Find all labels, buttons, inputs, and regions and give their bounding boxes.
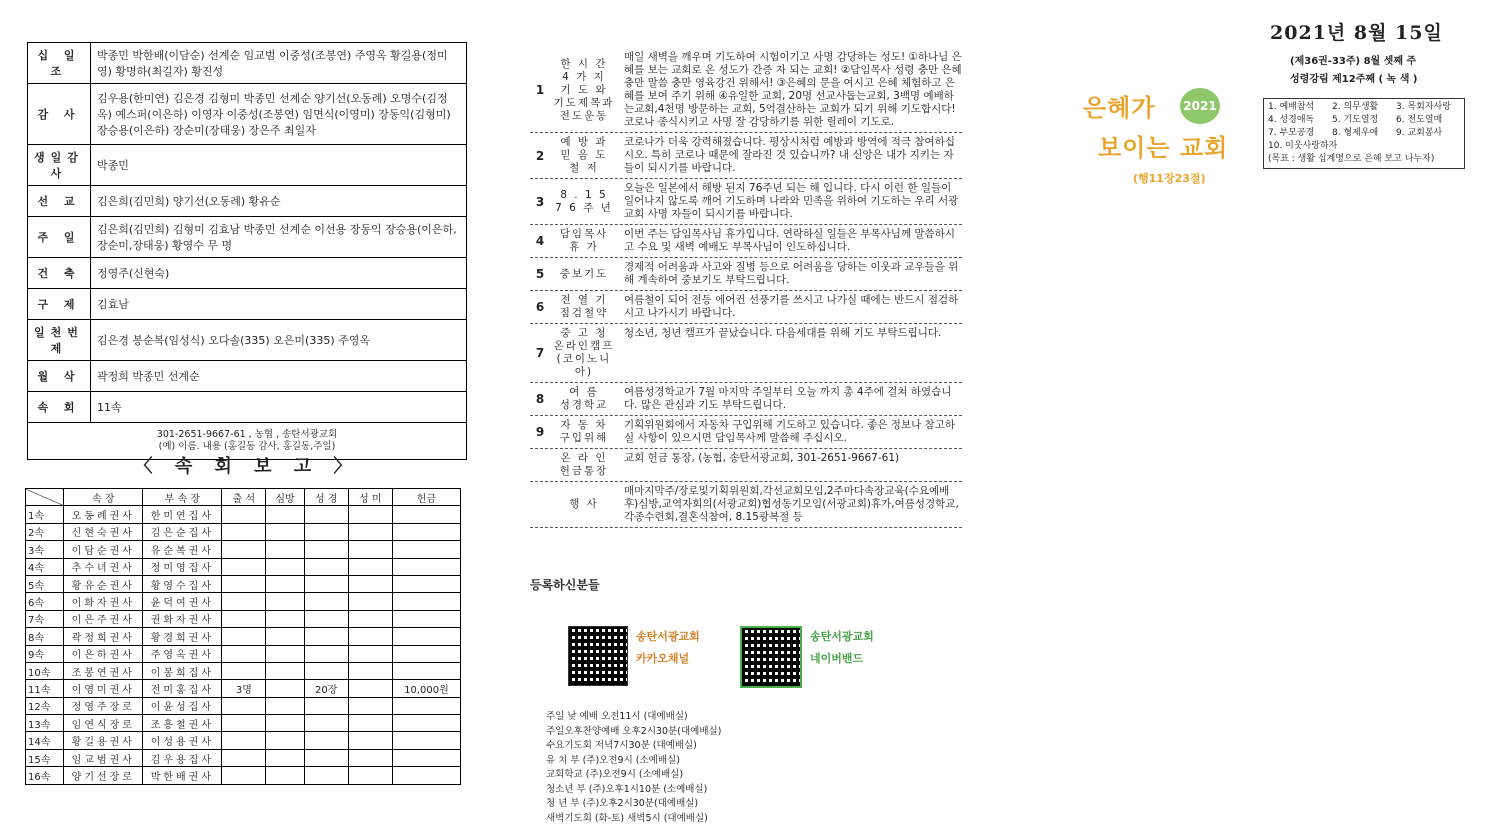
table-cell xyxy=(222,645,266,662)
goal-item: 10. 이웃사랑하자 xyxy=(1268,141,1338,151)
table-cell xyxy=(266,767,304,784)
table-cell: 황유순권사 xyxy=(64,575,143,592)
table-cell xyxy=(304,645,348,662)
table-cell: 이화자권사 xyxy=(64,593,143,610)
news-body: 기획위원회에서 자동차 구입위해 기도하고 있습니다. 좋은 정보나 참고하실 사항이 있으시면 담임목사께 말씀해 주십시오. xyxy=(624,419,955,444)
goal-item: 5. 기도열정 xyxy=(1332,115,1379,125)
logo-line-1: 은혜가 xyxy=(1083,94,1156,122)
cell-header: 부 속 장 xyxy=(143,489,222,506)
news-title: 예 방 과 믿 음 도 철 저 xyxy=(560,136,608,174)
service-time: 교회학교 (주)오전9시 (소예배실) xyxy=(546,769,684,780)
table-cell: 김우용집사 xyxy=(143,749,222,766)
news-number: 6 xyxy=(535,300,545,314)
news-body: 청소년, 청년 캠프가 끝났습니다. 다음세대를 위해 기도 부탁드립니다. xyxy=(624,327,942,339)
table-cell xyxy=(348,610,392,627)
news-title: 중 고 청 온라인캠프 (코이노니아) xyxy=(553,327,615,378)
logo-line-2: 보이는 교회 xyxy=(1098,134,1229,162)
news-item xyxy=(530,225,962,258)
table-cell xyxy=(348,506,392,523)
offering-names: 곽정희 박종민 선계순 xyxy=(91,361,467,392)
cell-header: 출 석 xyxy=(222,489,266,506)
service-time: 유 치 부 (주)오전9시 (소예배실) xyxy=(546,754,680,766)
table-cell: 정미영집사 xyxy=(143,558,222,575)
table-cell xyxy=(348,715,392,732)
offering-row xyxy=(28,361,467,392)
logo-year-badge: 2021 xyxy=(1180,88,1220,124)
offering-row xyxy=(28,320,467,361)
table-cell: 12속 xyxy=(26,697,64,714)
table-cell xyxy=(222,610,266,627)
news-title: 담임목사 휴 가 xyxy=(559,228,609,253)
goal-item: 4. 성경애독 xyxy=(1268,115,1315,125)
table-cell xyxy=(348,680,392,697)
news-body: 경제적 어려움과 사고와 질병 등으로 어려움을 당하는 이웃과 교우들을 위해 계속하여 중보기도 부탁드립니다. xyxy=(624,261,959,286)
news-body: 여름철이 되어 전등 에어컨 선풍기를 쓰시고 나가실 때에는 반드시 점검하시고 나가시기 바랍니다. xyxy=(624,294,959,319)
table-cell xyxy=(392,749,460,766)
offering-row xyxy=(28,258,467,289)
table-row xyxy=(26,506,461,523)
table-cell: 7속 xyxy=(26,610,64,627)
table-cell: 8속 xyxy=(26,628,64,645)
offering-names: 11속 xyxy=(91,392,467,423)
table-row xyxy=(26,593,461,610)
qr-naver[interactable] xyxy=(740,626,874,688)
table-cell xyxy=(348,523,392,540)
table-cell xyxy=(348,628,392,645)
news-item xyxy=(530,416,962,449)
offering-names: 박종민 xyxy=(91,145,467,186)
table-cell xyxy=(304,732,348,749)
table-cell xyxy=(304,767,348,784)
table-cell xyxy=(222,558,266,575)
offering-names: 박종민 박한배(이담순) 선계순 임교범 이중성(조봉연) 주영옥 황길용(정미영) 황명하(최길자) 황진성 xyxy=(91,43,467,84)
offering-names: 김은희(김민희) 김형미 김효남 박종민 선계순 이선용 장동익 장승용(이은하,장순미,장태웅) 황영수 무 명 xyxy=(91,217,467,258)
table-cell: 15속 xyxy=(26,749,64,766)
table-cell xyxy=(348,593,392,610)
offering-table xyxy=(27,42,467,460)
service-time: 주일 낮 예배 오전11시 (대예배실) xyxy=(546,711,688,722)
table-cell xyxy=(304,662,348,679)
qr-kakao[interactable] xyxy=(568,626,700,686)
offering-label: 일천번제 xyxy=(28,320,91,361)
table-cell xyxy=(348,749,392,766)
news-number: 8 xyxy=(535,392,545,406)
table-cell: 정영주장로 xyxy=(64,697,143,714)
news-item xyxy=(530,383,962,416)
table-cell xyxy=(348,662,392,679)
table-cell xyxy=(348,732,392,749)
goals-note: (목표 : 생활 십계명으로 은혜 보고 나누자) xyxy=(1268,154,1435,164)
table-cell: 권화자권사 xyxy=(143,610,222,627)
offering-label: 선 교 xyxy=(28,186,91,217)
goal-item: 3. 목회자사랑 xyxy=(1396,102,1451,112)
table-row xyxy=(26,610,461,627)
service-time: 새벽기도회 (화-토) 새벽5시 (대예배실) xyxy=(546,812,708,824)
news-item xyxy=(530,482,962,528)
table-cell xyxy=(392,558,460,575)
table-cell: 13속 xyxy=(26,715,64,732)
offering-label: 십 일 조 xyxy=(28,43,91,84)
table-cell: 신현숙권사 xyxy=(64,523,143,540)
news-item xyxy=(530,133,962,179)
table-cell xyxy=(304,541,348,558)
table-row xyxy=(26,662,461,679)
goal-item: 8. 형제우애 xyxy=(1332,128,1379,138)
news-title: 전 열 기 점검철약 xyxy=(559,294,609,319)
table-row xyxy=(26,697,461,714)
offering-names: 김효남 xyxy=(91,289,467,320)
news-number: 2 xyxy=(535,148,545,163)
qr-naver-band: 네이버밴드 xyxy=(810,652,864,665)
table-cell xyxy=(222,732,266,749)
table-cell xyxy=(222,506,266,523)
news-item xyxy=(530,179,962,225)
table-cell xyxy=(392,662,460,679)
table-cell: 16속 xyxy=(26,767,64,784)
news-body: 오늘은 일본에서 해방 된지 76주년 되는 해 입니다. 다시 이런 한 일들이 일어나지 않도록 깨어 기도하며 나라와 민족을 위하여 기도하는 우리 서광교회 사명 자들이 되시기를 바랍니다. xyxy=(624,182,959,220)
service-time: 청 년 부 (주)오후2시30분(대예배실) xyxy=(546,798,699,809)
table-cell xyxy=(392,506,460,523)
cell-header: 성 미 xyxy=(348,489,392,506)
table-cell xyxy=(222,628,266,645)
table-cell xyxy=(304,558,348,575)
table-cell xyxy=(304,610,348,627)
table-cell: 3속 xyxy=(26,541,64,558)
offering-row xyxy=(28,392,467,423)
table-cell xyxy=(222,523,266,540)
table-cell: 임연식장로 xyxy=(64,715,143,732)
cell-header xyxy=(26,489,64,506)
table-cell xyxy=(392,715,460,732)
table-cell xyxy=(266,575,304,592)
offering-label: 주 일 xyxy=(28,217,91,258)
table-cell: 11속 xyxy=(26,680,64,697)
table-cell xyxy=(222,715,266,732)
offering-row xyxy=(28,84,467,145)
service-time: 주일오후찬양예배 오후2시30분(대예배실) xyxy=(546,725,722,737)
bank-account-line: (예) 이름. 내용 (홍길동 감사, 홍길동,주일) xyxy=(158,441,336,452)
news-number: 9 xyxy=(535,425,545,439)
liturgical-season: 성령강림 제12주째 ( 녹 색 ) xyxy=(1290,74,1418,85)
table-cell: 박한배권사 xyxy=(143,767,222,784)
table-cell xyxy=(348,767,392,784)
table-cell: 전미홍집사 xyxy=(143,680,222,697)
table-cell xyxy=(222,575,266,592)
offering-names: 김은희(김민희) 양기선(오동례) 황유순 xyxy=(91,186,467,217)
cell-report-title: 〈 속 회 보 고 〉 xyxy=(134,456,360,477)
table-cell xyxy=(222,662,266,679)
table-cell xyxy=(348,541,392,558)
table-cell: 이은하권사 xyxy=(64,645,143,662)
table-cell xyxy=(392,697,460,714)
table-row xyxy=(26,523,461,540)
table-row xyxy=(26,541,461,558)
cell-header: 성 경 xyxy=(304,489,348,506)
table-cell xyxy=(304,628,348,645)
issue-number: (제36권-33주) 8월 셋째 주 xyxy=(1290,56,1417,67)
table-cell xyxy=(266,558,304,575)
table-cell xyxy=(266,610,304,627)
table-cell xyxy=(304,715,348,732)
offering-row xyxy=(28,217,467,258)
table-cell: 6속 xyxy=(26,593,64,610)
table-cell: 주영옥권사 xyxy=(143,645,222,662)
news-number: 5 xyxy=(535,267,545,281)
logo-verse: (행11장23절) xyxy=(1133,172,1206,185)
news-list xyxy=(530,48,962,528)
table-cell xyxy=(266,680,304,697)
table-cell xyxy=(266,715,304,732)
news-item xyxy=(530,449,962,482)
table-row xyxy=(26,767,461,784)
table-cell xyxy=(266,506,304,523)
table-cell xyxy=(266,593,304,610)
news-body: 코로나가 더욱 강력해졌습니다. 평상시처럼 예방과 방역에 적극 참여하십시오. 특히 코로나 때문에 잘라진 것 있습니까? 내 신앙은 내가 지키는 자들이 되시기를 바랍니다. xyxy=(624,136,955,174)
news-body: 매마지막주/장로및기획위원회,각선교회모임,2주마다속장교육(수요예배후)심방,교역자회의(서광교회)협성동기모임(서광교회)휴가,여름성경학교,각종수련회,결혼식참여, 8.15광복절 등 xyxy=(624,485,959,523)
table-row xyxy=(26,749,461,766)
table-cell xyxy=(304,506,348,523)
news-number: 7 xyxy=(535,346,545,360)
table-cell xyxy=(392,593,460,610)
news-title: 여 름 성경학교 xyxy=(559,386,609,411)
table-cell xyxy=(392,767,460,784)
table-cell: 황길용권사 xyxy=(64,732,143,749)
news-number xyxy=(530,452,550,478)
news-item xyxy=(530,48,962,133)
goal-item: 6. 전도열매 xyxy=(1396,115,1443,125)
offering-label: 감 사 xyxy=(28,84,91,145)
news-number: 3 xyxy=(535,194,545,209)
table-cell: 2속 xyxy=(26,523,64,540)
table-cell xyxy=(266,732,304,749)
offering-names: 김은경 봉순복(임성식) 오다솔(335) 오은미(335) 주영옥 xyxy=(91,320,467,361)
table-row xyxy=(26,628,461,645)
goal-item: 1. 예배참석 xyxy=(1268,102,1315,112)
news-number: 4 xyxy=(535,234,545,248)
table-cell: 오동례권사 xyxy=(64,506,143,523)
table-cell xyxy=(348,575,392,592)
table-cell: 황영수집사 xyxy=(143,575,222,592)
news-item xyxy=(530,324,962,383)
table-cell xyxy=(392,628,460,645)
table-cell: 윤덕여권사 xyxy=(143,593,222,610)
table-cell: 추수녀권사 xyxy=(64,558,143,575)
news-title: 행 사 xyxy=(569,498,599,510)
table-cell xyxy=(266,749,304,766)
table-cell: 4속 xyxy=(26,558,64,575)
table-cell: 9속 xyxy=(26,645,64,662)
table-cell: 유순복권사 xyxy=(143,541,222,558)
table-cell: 조흥철권사 xyxy=(143,715,222,732)
table-cell xyxy=(304,523,348,540)
table-cell: 양기선장로 xyxy=(64,767,143,784)
news-title: 자 동 차 구입위해 xyxy=(559,419,609,444)
table-cell xyxy=(348,697,392,714)
qr-naver-church: 송탄서광교회 xyxy=(810,630,874,643)
offering-names: 김우용(한미연) 김은경 김형미 박종민 선계순 양기선(오동례) 오명수(김정옥) 예스퍼(이은하) 이영자 이중성(조봉연) 임면식(이영미) 장동익(김형미) 장승용(이은하) 장순미(장태웅) 장은주 최일자 xyxy=(91,84,467,145)
offering-row xyxy=(28,43,467,84)
table-cell: 이윤성집사 xyxy=(143,697,222,714)
news-title: 한 시 간 4 가 지 기 도 와 기도제목과 전도운동 xyxy=(553,57,615,122)
table-row xyxy=(26,645,461,662)
table-cell xyxy=(392,523,460,540)
table-cell xyxy=(266,628,304,645)
table-cell: 10속 xyxy=(26,662,64,679)
qr-kakao-church: 송탄서광교회 xyxy=(636,630,700,643)
bulletin-date: 2021년 8월 15일 xyxy=(1270,22,1443,44)
table-cell: 임교범권사 xyxy=(64,749,143,766)
offering-label: 생일감사 xyxy=(28,145,91,186)
table-cell: 10,000원 xyxy=(392,680,460,697)
news-item xyxy=(530,291,962,324)
news-body: 이번 주는 담임목사님 휴가입니다. 연락하실 일들은 부목사님께 말씀하시고 수요 및 새벽 예배도 부목사님이 인도하십니다. xyxy=(624,228,955,253)
table-cell xyxy=(392,732,460,749)
news-item xyxy=(530,258,962,291)
table-cell xyxy=(266,523,304,540)
table-row xyxy=(26,715,461,732)
table-cell xyxy=(304,697,348,714)
table-cell xyxy=(222,593,266,610)
service-time: 수요기도회 저녁7시30분 (대예배실) xyxy=(546,740,697,751)
offering-names: 정영주(신현숙) xyxy=(91,258,467,289)
table-cell: 이봉희집사 xyxy=(143,662,222,679)
bank-account-line: 301-2651-9667-61 , 농협 , 송탄서광교회 xyxy=(156,429,338,440)
table-cell: 곽정희권사 xyxy=(64,628,143,645)
table-row xyxy=(26,575,461,592)
news-number: 1 xyxy=(535,83,545,97)
table-cell xyxy=(222,749,266,766)
cell-header: 속 장 xyxy=(64,489,143,506)
table-cell: 3명 xyxy=(222,680,266,697)
offering-label: 월 삭 xyxy=(28,361,91,392)
offering-row xyxy=(28,145,467,186)
table-cell: 한미연집사 xyxy=(143,506,222,523)
offering-row xyxy=(28,289,467,320)
qr-kakao-channel: 카카오채널 xyxy=(636,652,690,665)
table-cell: 5속 xyxy=(26,575,64,592)
life-goals-box xyxy=(1263,98,1465,169)
offering-row xyxy=(28,186,467,217)
table-cell xyxy=(304,575,348,592)
registered-heading: 등록하신분들 xyxy=(530,578,600,592)
news-body: 교회 헌금 통장, (농협, 송탄서광교회, 301-2651-9667-61) xyxy=(624,452,900,464)
news-body: 매일 새벽을 깨우며 기도하여 시험이기고 사명 감당하는 성도! ①하나님 은혜를 보는 교회로 온 성도가 간증 자 되는 교회! ②담임목사 성령 충만 은혜 충만 말씀 충만 영육강건 위해서! ③은혜의 문을 여시고 은혜 체험하고 은혜를 보여 주기 위해 ④유일한 교회, 20명 선교사돕는교회, 3백명 예배하는교회,4천명 방문하는 교회, 5억결산하는 교회가 되기 위해 기도합시다! 코로나 종식시키고 사명 잘 감당하기를 위한 릴레이 기도로. xyxy=(624,51,962,128)
news-title: 8 . 1 5 7 6 주 년 xyxy=(555,188,613,214)
table-cell xyxy=(392,610,460,627)
table-cell: 이은주권사 xyxy=(64,610,143,627)
table-cell: 14속 xyxy=(26,732,64,749)
offering-label: 구 제 xyxy=(28,289,91,320)
goal-item: 2. 의무생활 xyxy=(1332,102,1379,112)
goal-item: 7. 부모공경 xyxy=(1268,128,1315,138)
table-cell: 이성용권사 xyxy=(143,732,222,749)
table-row xyxy=(26,732,461,749)
news-title: 온 라 인 헌금통장 xyxy=(559,452,609,477)
qr-code-icon xyxy=(740,626,802,688)
table-cell: 이영미권사 xyxy=(64,680,143,697)
table-cell xyxy=(266,662,304,679)
cell-header: 심방 xyxy=(266,489,304,506)
table-cell xyxy=(266,645,304,662)
table-cell xyxy=(304,593,348,610)
table-cell xyxy=(266,541,304,558)
news-title: 중보기도 xyxy=(559,267,609,280)
table-cell: 이담순권사 xyxy=(64,541,143,558)
table-row xyxy=(26,558,461,575)
news-body: 여름성경학교가 7월 마지막 주일부터 오늘 까지 총 4주에 걸쳐 하였습니다. 많은 관심과 기도 부탁드립니다. xyxy=(624,386,952,411)
table-cell: 황경희권사 xyxy=(143,628,222,645)
service-times xyxy=(546,710,721,826)
offering-label: 속 회 xyxy=(28,392,91,423)
news-number xyxy=(530,485,550,524)
table-cell xyxy=(392,541,460,558)
table-cell xyxy=(348,645,392,662)
table-cell xyxy=(222,697,266,714)
cell-header: 헌금 xyxy=(392,489,460,506)
cell-report-table xyxy=(25,488,461,785)
table-cell xyxy=(304,749,348,766)
goal-item: 9. 교회봉사 xyxy=(1396,128,1443,138)
table-cell: 조봉연권사 xyxy=(64,662,143,679)
table-row xyxy=(26,680,461,697)
table-cell: 1속 xyxy=(26,506,64,523)
service-time: 청소년 부 (주)오후1시10분 (소예배실) xyxy=(546,783,708,795)
table-cell xyxy=(348,558,392,575)
table-cell: 김은순집사 xyxy=(143,523,222,540)
table-cell xyxy=(266,697,304,714)
qr-code-icon xyxy=(568,626,628,686)
offering-label: 건 축 xyxy=(28,258,91,289)
table-cell xyxy=(222,541,266,558)
table-cell xyxy=(392,645,460,662)
table-cell: 20장 xyxy=(304,680,348,697)
table-cell xyxy=(392,575,460,592)
table-cell xyxy=(222,767,266,784)
